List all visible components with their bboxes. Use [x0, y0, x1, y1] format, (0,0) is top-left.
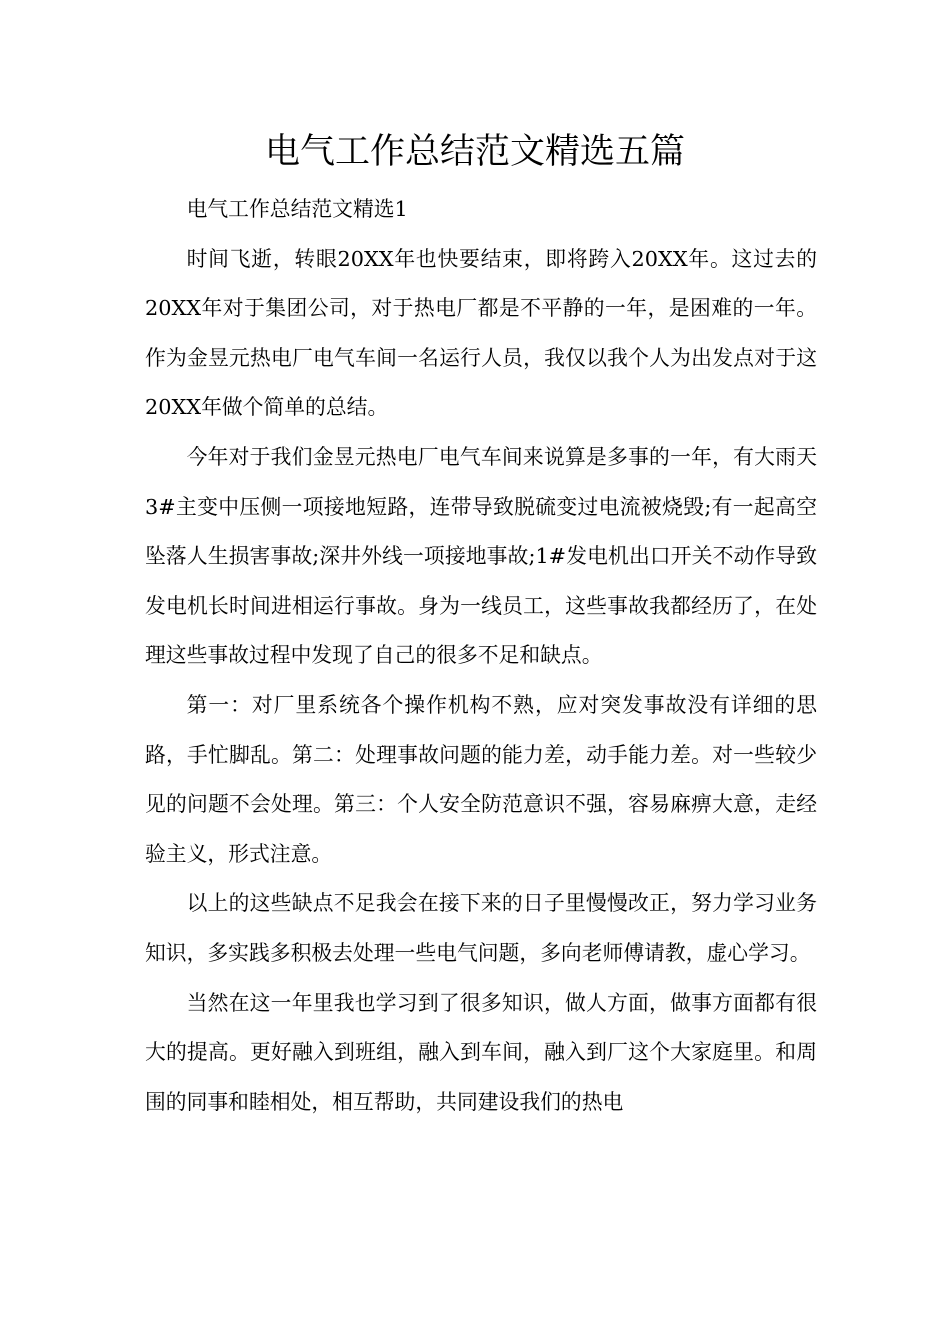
body-paragraph: 当然在这一年里我也学习到了很多知识，做人方面，做事方面都有很大的提高。更好融入到班组，融入到车间，融入到厂这个大家庭里。和周围的同事和睦相处，相互帮助，共同建设我们的热电: [145, 990, 817, 1114]
body-paragraph: 时间飞逝，转眼20XX年也快要结束，即将跨入20XX年。这过去的20XX年对于集团公司，对于热电厂都是不平静的一年，是困难的一年。作为金昱元热电厂电气车间一名运行人员，我仅以我个人为出发点对于这20XX年做个简单的总结。: [145, 246, 817, 420]
body-paragraph: 今年对于我们金昱元热电厂电气车间来说算是多事的一年，有大雨天3#主变中压侧一项接地短路，连带导致脱硫变过电流被烧毁;有一起高空坠落人生损害事故;深井外线一项接地事故;1#发电机出口开关不动作导致发电机长时间进相运行事故。身为一线员工，这些事故我都经历了，在处理这些事故过程中发现了自己的很多不足和缺点。: [145, 444, 817, 668]
body-paragraph: 以上的这些缺点不足我会在接下来的日子里慢慢改正，努力学习业务知识，多实践多积极去处理一些电气问题，多向老师傅请教，虚心学习。: [145, 891, 817, 965]
section-heading: 电气工作总结范文精选1: [186, 197, 408, 221]
body-paragraph: 第一：对厂里系统各个操作机构不熟，应对突发事故没有详细的思路，手忙脚乱。第二：处理事故问题的能力差，动手能力差。对一些较少见的问题不会处理。第三：个人安全防范意识不强，容易麻痹大意，走经验主义，形式注意。: [145, 692, 817, 866]
document-title: 电气工作总结范文精选五篇: [264, 132, 685, 172]
document-body: [145, 185, 817, 1127]
